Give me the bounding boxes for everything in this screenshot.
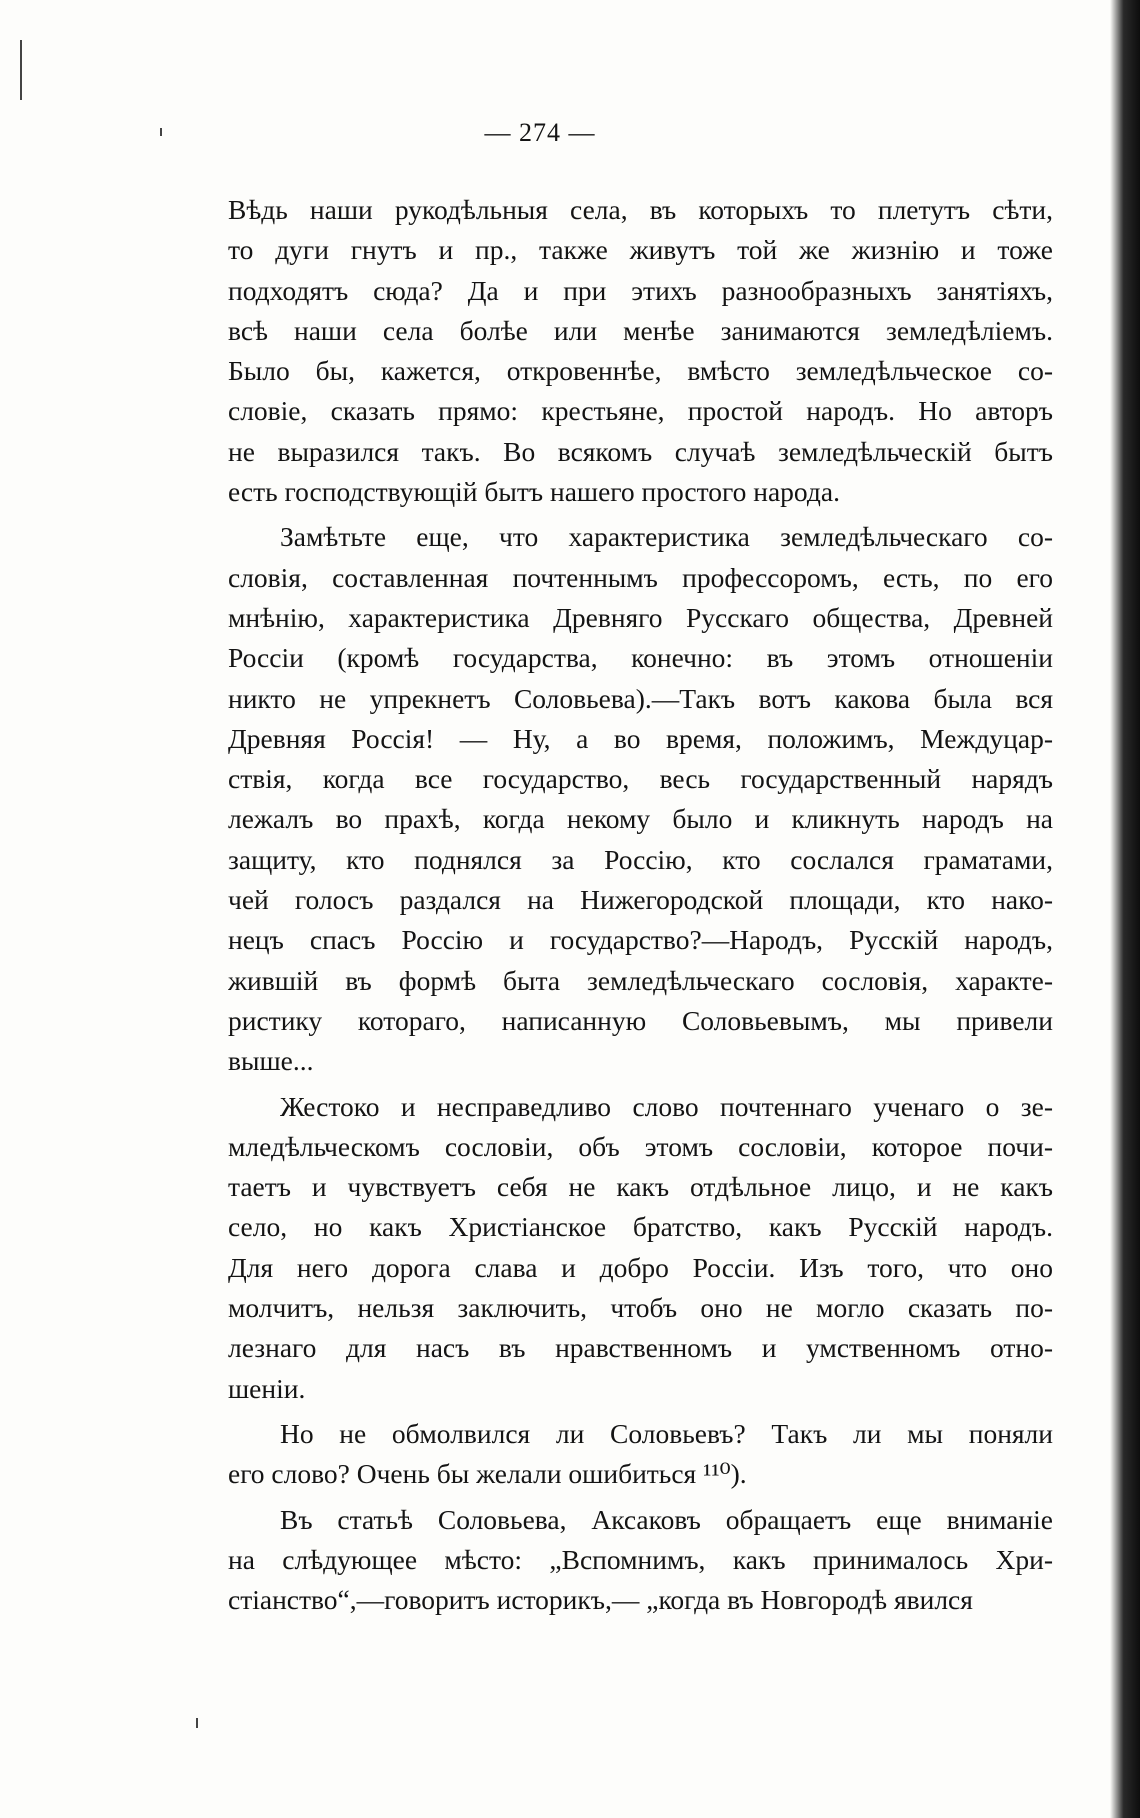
paragraph	[228, 517, 1053, 1081]
text-line: Для него дорога слава и добро Россіи. Изъ того, что оно	[228, 1251, 1053, 1283]
page-binding-edge	[1110, 0, 1140, 1818]
text-line: чей голосъ раздался на Нижегородской площади, кто нако-	[228, 884, 1053, 916]
text-line: нецъ спасъ Россію и государство?—Народъ, Русскій народъ,	[228, 924, 1053, 956]
text-line: стіанство“,—говоритъ историкъ,— „когда въ Новгородѣ явился	[228, 1584, 973, 1616]
text-line: лезнаго для насъ въ нравственномъ и умственномъ отно-	[228, 1332, 1053, 1364]
text-line: Жестоко и несправедливо слово почтеннаго ученаго о зе-	[280, 1090, 1053, 1122]
text-line: ристику котораго, написанную Соловьевымъ, мы привели	[228, 1004, 1053, 1036]
text-line: Древняя Россія! — Ну, а во время, положимъ, Междуцар-	[228, 722, 1053, 754]
text-line: словія, составленная почтеннымъ профессоромъ, есть, по его	[228, 561, 1053, 593]
text-line: жившій въ формѣ быта земледѣльческаго сословія, характе-	[228, 964, 1053, 996]
text-line: мледѣльческомъ сословіи, объ этомъ сословіи, которое почи-	[228, 1130, 1053, 1162]
text-line: есть господствующій бытъ нашего простого народа.	[228, 476, 840, 508]
text-line: Въ статьѣ Соловьева, Аксаковъ обращаетъ еще вниманіе	[280, 1503, 1053, 1535]
text-line: на слѣдующее мѣсто: „Вспомнимъ, какъ принималось Хри-	[228, 1543, 1053, 1575]
text-line: подходятъ сюда? Да и при этихъ разнообразныхъ занятіяхъ,	[228, 274, 1053, 306]
margin-mark	[196, 1718, 198, 1728]
text-line: его слово? Очень бы желали ошибиться ¹¹⁰).	[228, 1458, 747, 1490]
text-line: Было бы, кажется, откровеннѣе, вмѣсто земледѣльческое со-	[228, 355, 1053, 387]
paragraph	[228, 190, 1053, 512]
text-line: мнѣнію, характеристика Древняго Русскаго общества, Древней	[228, 601, 1053, 633]
text-line: выше...	[228, 1045, 314, 1077]
text-line: Замѣтьте еще, что характеристика земледѣльческаго со-	[280, 521, 1053, 553]
paragraph	[228, 1414, 1053, 1495]
text-line: лежалъ во прахѣ, когда некому было и кликнуть народъ на	[228, 803, 1053, 835]
text-line: молчитъ, нельзя заключить, чтобъ оно не могло сказать по-	[228, 1292, 1053, 1324]
page-number: — 274 —	[484, 118, 596, 147]
text-line: словіе, сказать прямо: крестьяне, простой народъ. Но авторъ	[228, 395, 1053, 427]
text-line: Вѣдь наши рукодѣльныя села, въ которыхъ то плетутъ сѣти,	[228, 194, 1053, 225]
text-line: село, но какъ Христіанское братство, какъ Русскій народъ.	[228, 1211, 1053, 1243]
text-line: то дуги гнутъ и пр., также живутъ той же жизнію и тоже	[228, 234, 1053, 266]
text-line: всѣ наши села болѣе или менѣе занимаются земледѣліемъ.	[228, 314, 1053, 346]
text-line: никто не упрекнетъ Соловьева).—Такъ вотъ какова была вся	[228, 682, 1053, 714]
paragraph	[228, 1500, 1053, 1621]
text-line: Россіи (кромѣ государства, конечно: въ этомъ отношеніи	[228, 642, 1053, 674]
text-line: не выразился такъ. Во всякомъ случаѣ земледѣльческій бытъ	[228, 435, 1053, 467]
text-line: защиту, кто поднялся за Россію, кто сослался граматами,	[228, 843, 1053, 875]
body-text	[228, 190, 1053, 1625]
text-line: ствія, когда все государство, весь государственный нарядъ	[228, 763, 1053, 795]
paragraph	[228, 1087, 1053, 1409]
margin-mark	[20, 40, 22, 100]
text-line: шеніи.	[228, 1372, 306, 1404]
left-margin-marks	[20, 0, 24, 1818]
text-line: таетъ и чувствуетъ себя не какъ отдѣльное лицо, и не какъ	[228, 1171, 1053, 1203]
text-line: Но не обмолвился ли Соловьевъ? Такъ ли мы поняли	[280, 1417, 1053, 1449]
